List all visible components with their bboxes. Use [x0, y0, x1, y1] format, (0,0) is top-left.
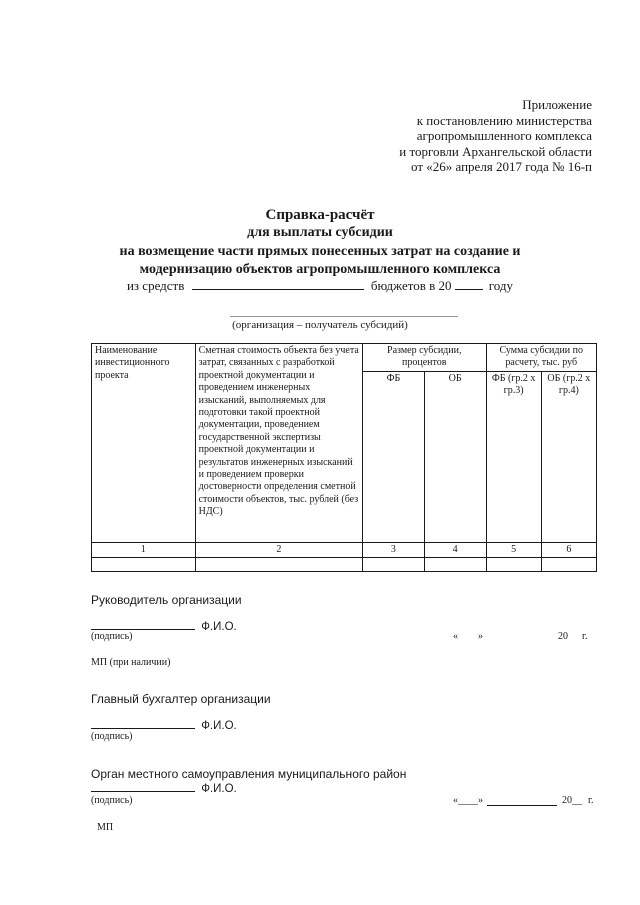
table-row [92, 558, 597, 572]
head-fio: Ф.И.О. [201, 621, 237, 633]
column-number: 3 [363, 542, 425, 557]
organization-caption: (организация – получатель субсидий) [232, 319, 408, 331]
appendix-line: агропромышленного комплекса [416, 128, 592, 143]
authority-date-year: 20__ [562, 795, 582, 806]
stamp: МП [97, 822, 114, 833]
authority-signature-caption: (подпись) [91, 795, 133, 806]
budget-year-blank[interactable] [455, 277, 483, 290]
table-cell[interactable] [541, 558, 596, 572]
header-ob-sum: ОБ (гр.2 х гр.4) [541, 371, 596, 542]
table-cell[interactable] [424, 558, 486, 572]
header-fb: ФБ [363, 371, 425, 542]
appendix-block [399, 97, 592, 175]
column-number: 5 [486, 542, 541, 557]
authority-fio: Ф.И.О. [201, 783, 237, 795]
budget-source-blank[interactable] [192, 277, 364, 290]
head-date-year: 20 [558, 631, 568, 642]
head-date-close: » [478, 631, 483, 642]
authority-date-g: г. [588, 795, 594, 806]
header-estimated-cost: Сметная стоимость объекта без учета затрат, связанных с разработкой проектной документации и проведением инженерных изысканий, выполняемых для подготовки такой проектной документации, проведением государственной экспертизы проектной документации и результатов инженерных изысканий и проведением проверки достоверности определения сметной стоимости объектов, тыс. рублей (без НДС) [195, 344, 362, 543]
accountant-signature-blank[interactable] [91, 718, 195, 729]
document-subtitle: модернизацию объектов агропромышленного комплекса [139, 262, 501, 277]
authority-date-blank[interactable] [487, 795, 557, 809]
table-cell[interactable] [363, 558, 425, 572]
table-cell[interactable] [486, 558, 541, 572]
appendix-line: Приложение [522, 97, 592, 112]
budget-source-middle: бюджетов в 20 [370, 278, 452, 293]
head-signature-blank[interactable] [91, 619, 195, 630]
subsidy-calculation-table [91, 343, 597, 572]
table-cell[interactable] [92, 558, 196, 572]
header-subsidy-rate: Размер субсидии, процентов [363, 344, 486, 372]
accountant-title: Главный бухгалтер организации [91, 692, 271, 706]
accountant-signature-line [91, 718, 237, 732]
authority-title: Орган местного самоуправления муниципального район [91, 767, 407, 781]
appendix-line: к постановлению министерства [416, 112, 592, 128]
budget-source-suffix: году [488, 278, 514, 293]
column-number: 2 [195, 542, 362, 557]
accountant-fio: Ф.И.О. [201, 720, 237, 732]
organization-blank-line[interactable] [230, 316, 458, 317]
head-title: Руководитель организации [91, 593, 242, 607]
column-number: 4 [424, 542, 486, 557]
column-number: 1 [92, 542, 196, 557]
appendix-line: и торговли Архангельской области [399, 143, 592, 159]
header-subsidy-sum: Сумма субсидии по расчету, тыс. руб [486, 344, 597, 372]
appendix-line: от «26» апреля 2017 года № 16-п [410, 159, 592, 174]
budget-source-line [0, 277, 640, 294]
table-row [92, 542, 597, 557]
head-signature-caption: (подпись) [91, 631, 133, 642]
document-subtitle: для выплаты субсидии [247, 225, 393, 240]
document-subtitle: на возмещение части прямых понесенных затрат на создание и [119, 244, 521, 259]
accountant-signature-caption: (подпись) [91, 731, 133, 742]
budget-source-prefix: из средств [126, 278, 185, 293]
authority-signature-blank[interactable] [91, 781, 195, 792]
table-cell[interactable] [195, 558, 362, 572]
header-project-name: Наименование инвестиционного проекта [92, 344, 196, 543]
table-header-row [92, 344, 597, 372]
head-date-g: г. [582, 631, 588, 642]
authority-date-quote: «____» [453, 795, 483, 806]
header-ob: ОБ [424, 371, 486, 542]
head-date-open: « [453, 631, 458, 642]
column-number: 6 [541, 542, 596, 557]
authority-signature-line [91, 781, 237, 795]
header-fb-sum: ФБ (гр.2 х гр.3) [486, 371, 541, 542]
stamp-if-any: МП (при наличии) [91, 657, 171, 668]
document-title: Справка-расчёт [265, 207, 375, 223]
